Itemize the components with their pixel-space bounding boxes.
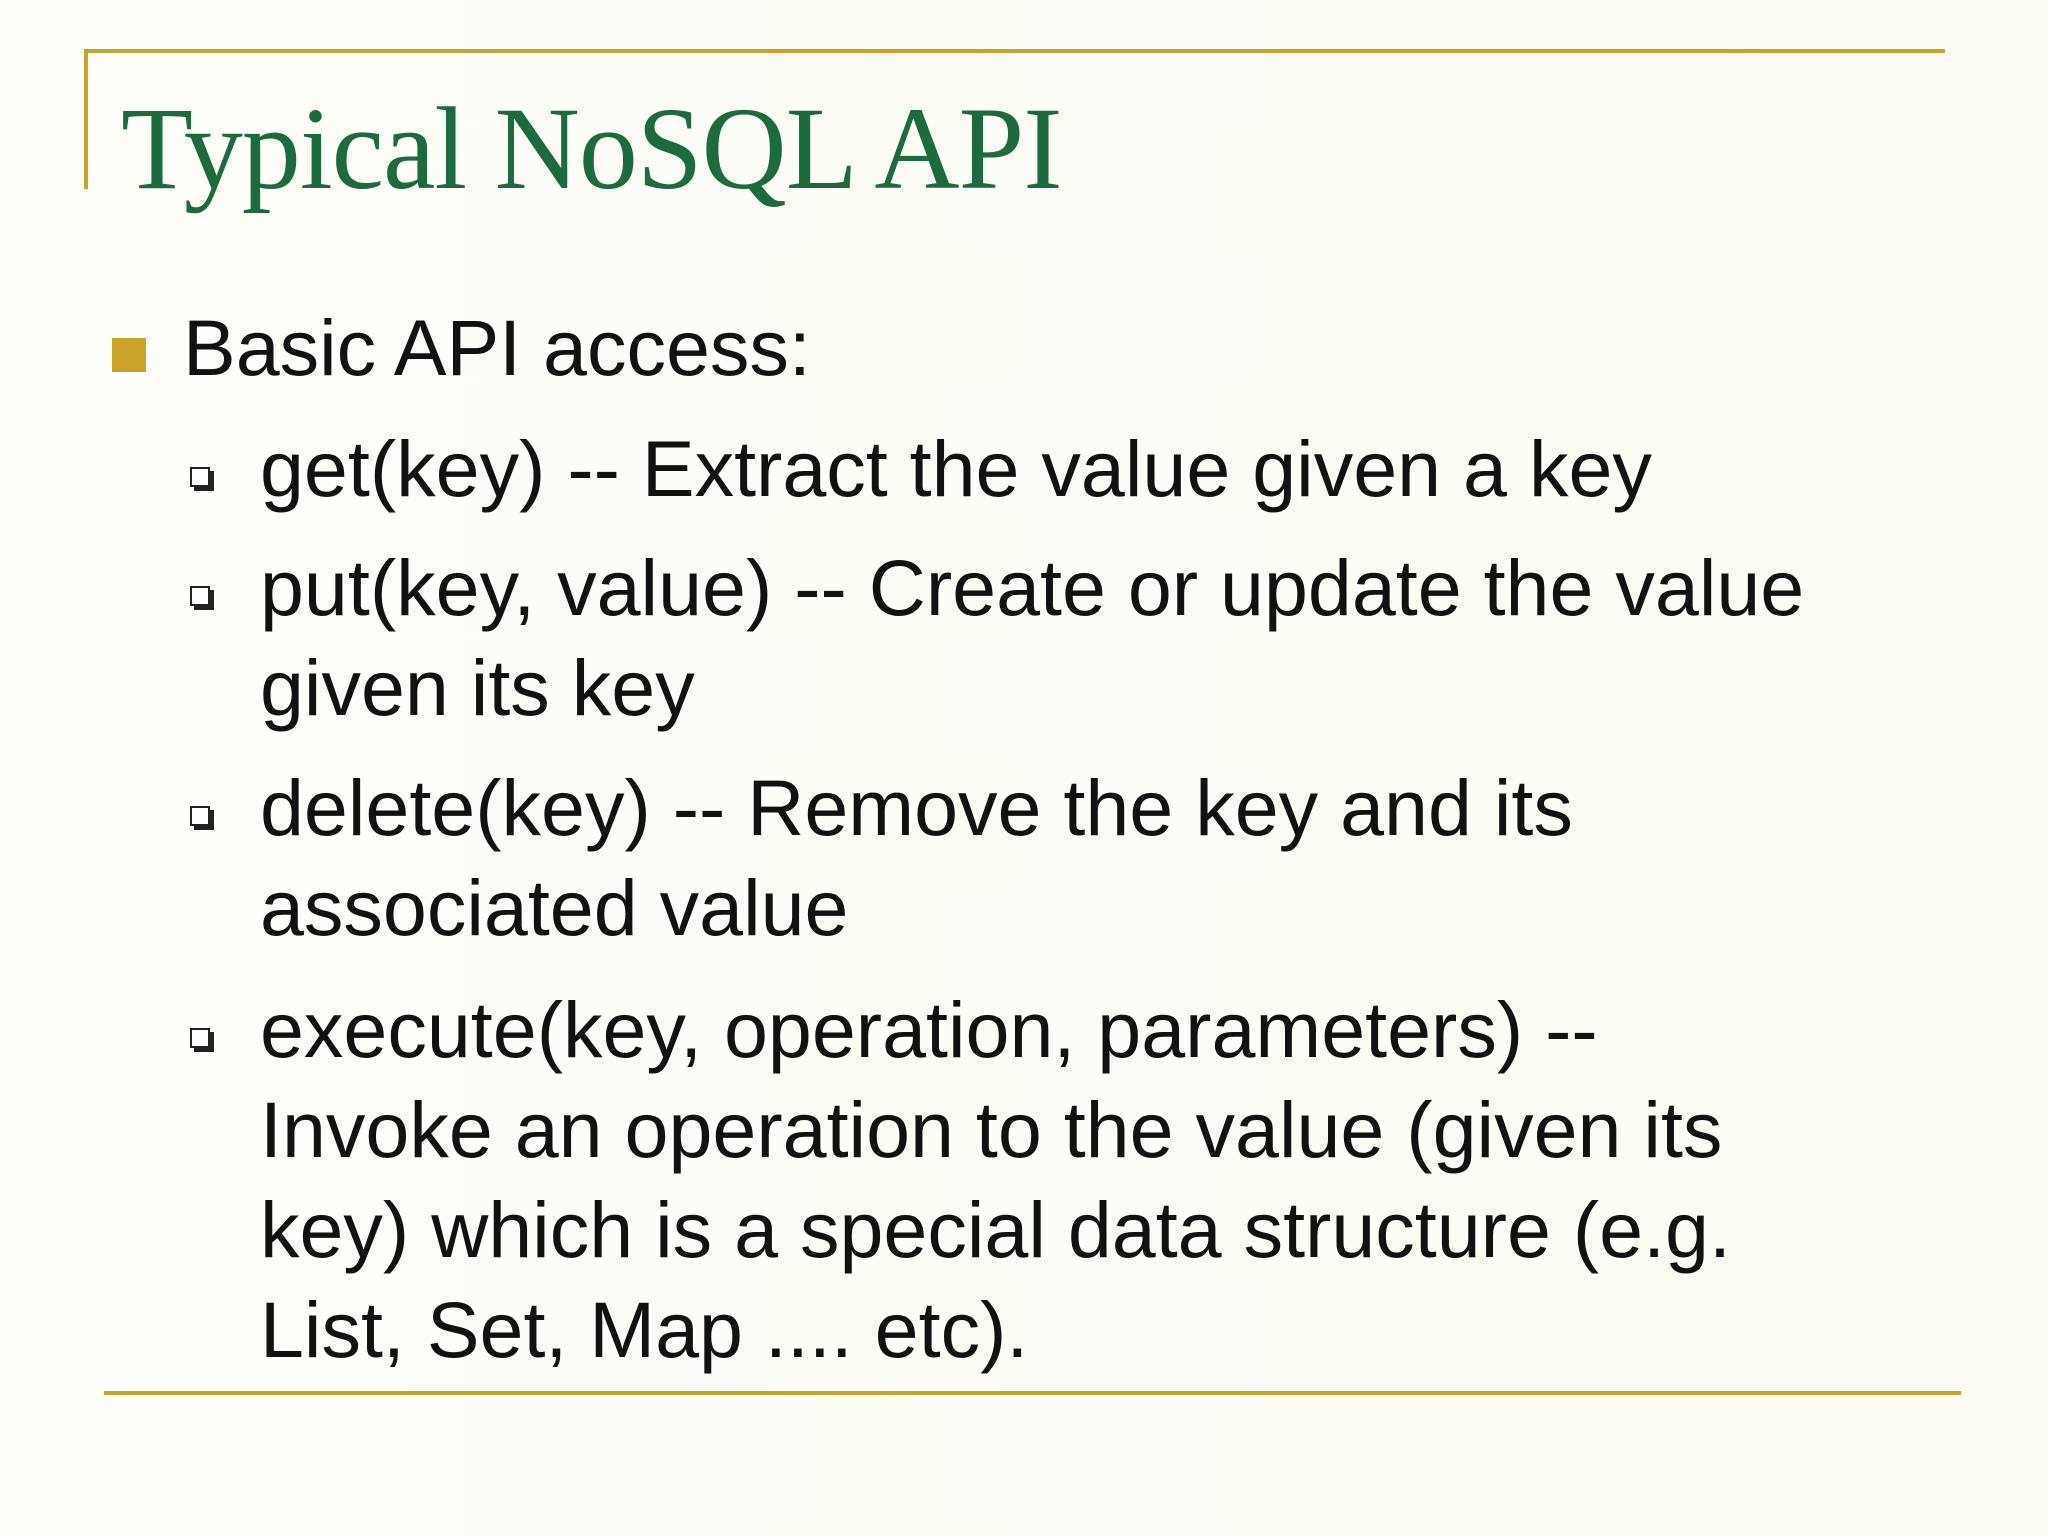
text-line: put(key, value) -- Create or update the value <box>260 543 1805 632</box>
text-line: associated value <box>260 863 849 952</box>
bottom-divider <box>104 1391 1961 1395</box>
main-bullet-text: Basic API access: <box>183 303 811 392</box>
slide-title: Typical NoSQL API <box>121 83 1062 214</box>
text-line: key) which is a special data structure (e.g. <box>260 1185 1731 1274</box>
sub-bullet-text <box>260 980 1960 1380</box>
sub-bullet-get <box>190 419 1940 519</box>
sub-bullet-text <box>260 538 1960 738</box>
sub-bullet-text <box>260 758 1960 958</box>
text-line: get(key) -- Extract the value given a key <box>260 424 1652 513</box>
text-line: given its key <box>260 643 695 732</box>
sub-bullet-text <box>260 419 1960 519</box>
sub-bullet-delete <box>190 758 1940 958</box>
checkbox-bullet-icon <box>190 586 210 606</box>
text-line: execute(key, operation, parameters) -- <box>260 985 1598 1074</box>
sub-bullet-execute <box>190 980 1940 1380</box>
checkbox-bullet-icon <box>190 806 210 826</box>
text-line: Invoke an operation to the value (given its <box>260 1085 1723 1174</box>
text-line: List, Set, Map .... etc). <box>260 1285 1029 1374</box>
square-bullet-icon <box>112 338 146 372</box>
text-line: delete(key) -- Remove the key and its <box>260 763 1573 852</box>
checkbox-bullet-icon <box>190 467 210 487</box>
checkbox-bullet-icon <box>190 1028 210 1048</box>
sub-bullet-put <box>190 538 1940 738</box>
